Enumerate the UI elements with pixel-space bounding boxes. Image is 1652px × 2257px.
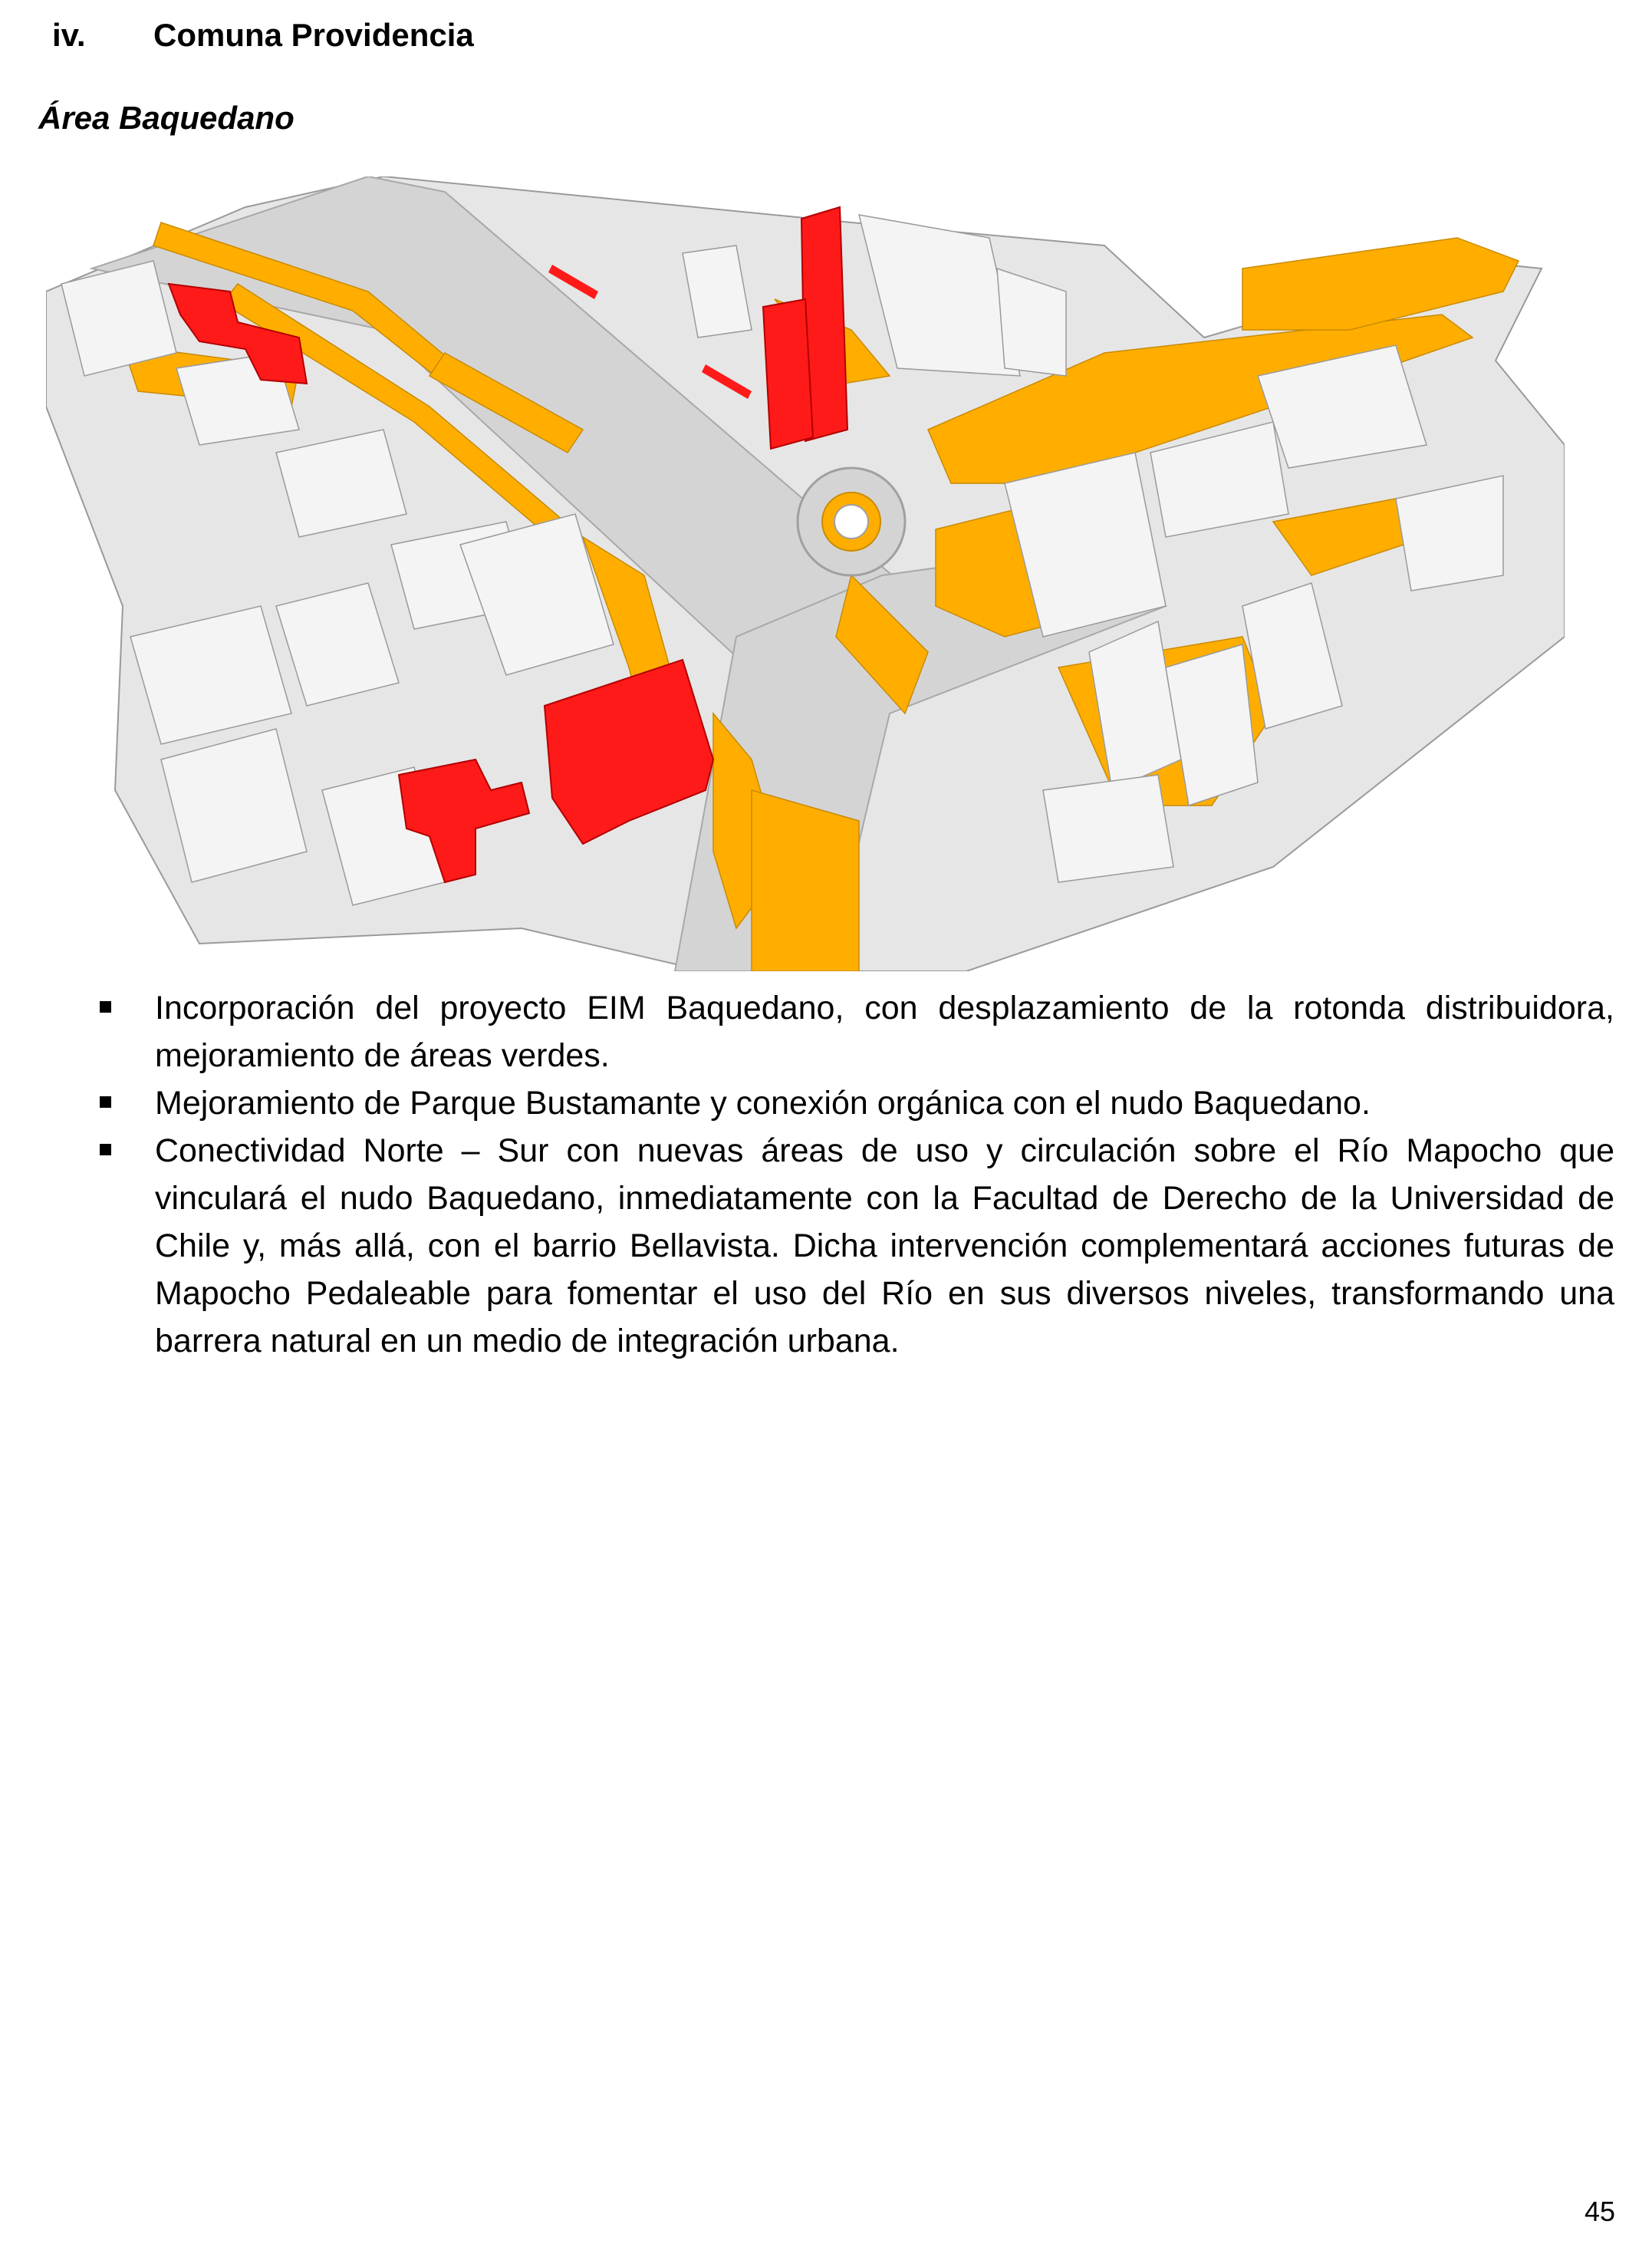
urban-plan-illustration [46,176,1565,971]
roundabout [798,468,905,575]
bullet-list [100,984,1614,1365]
square-bullet-icon [100,1096,111,1108]
list-item [100,984,1614,1079]
section-number: iv. [52,17,86,53]
urban-plan-figure [46,176,1565,971]
list-item-text: Incorporación del proyecto EIM Baquedano, con desplazamiento de la rotonda distribuidora, mejoramiento de áreas verdes. [155,990,1614,1074]
square-bullet-icon [100,1144,111,1155]
square-bullet-icon [100,1001,111,1013]
section-heading [52,17,474,54]
list-item [100,1079,1614,1127]
list-item [100,1127,1614,1365]
subsection-title: Área Baquedano [38,100,295,136]
tower-base [763,299,813,449]
list-item-text: Mejoramiento de Parque Bustamante y conexión orgánica con el nudo Baquedano. [155,1085,1371,1122]
section-title: Comuna Providencia [153,17,474,53]
list-item-text: Conectividad Norte – Sur con nuevas áreas de uso y circulación sobre el Río Mapocho que vinculará el nudo Baquedano, inmediatamente con la Facultad de Derecho de la Universidad de Chile y, más allá, con el barrio Bellavista. Dicha intervención complementará acciones futuras de Mapocho Pedaleable para fomentar el uso del Río en sus diversos niveles, transformando una barrera natural en un medio de integración urbana. [155,1132,1614,1359]
page-number: 45 [1584,2196,1615,2227]
